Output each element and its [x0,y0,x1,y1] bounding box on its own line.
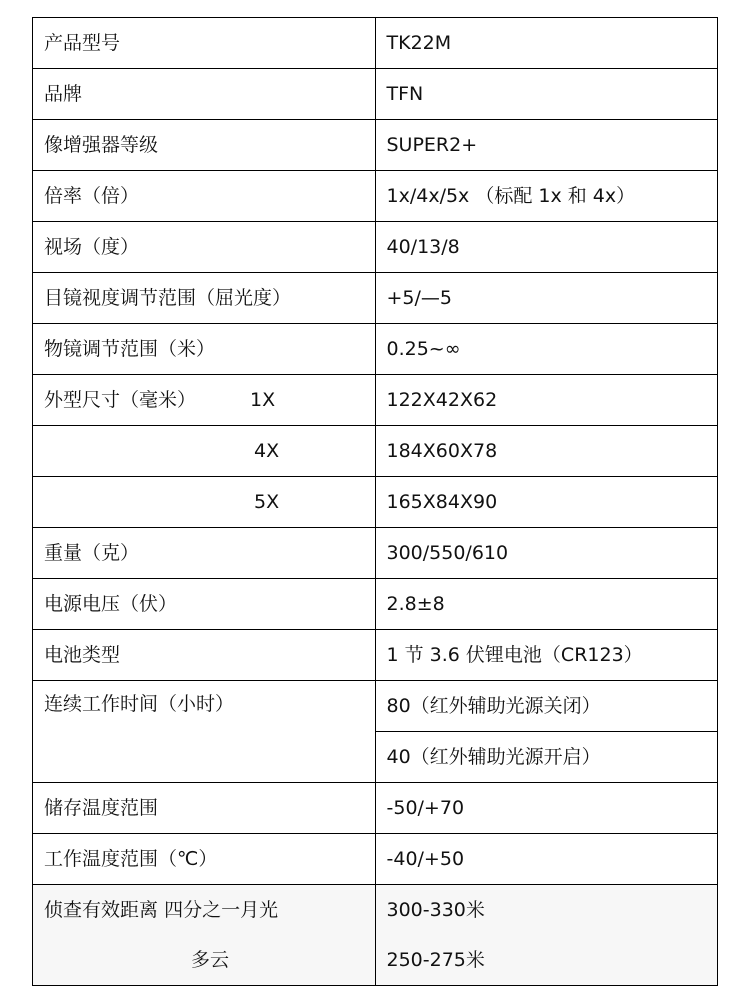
cell-label: 重量（克） [33,528,376,579]
cell-value: 80（红外辅助光源关闭） [375,681,718,732]
cell-value: 122X42X62 [375,375,718,426]
table-row [33,885,718,936]
cell-label: 工作温度范围（℃） [33,834,376,885]
cell-label: 外型尺寸（毫米） [44,388,197,411]
table-row [33,222,718,273]
table-row [33,630,718,681]
table-row [33,935,718,986]
detect-label-cell [33,885,376,936]
cell-value: -40/+50 [375,834,718,885]
cell-value: 184X60X78 [375,426,718,477]
detect-condition: 多云 [191,948,230,971]
table-row [33,834,718,885]
cell-label: 连续工作时间（小时） [33,681,376,783]
table-row [33,324,718,375]
detect-condition: 四分之一月光 [164,898,279,921]
cell-value: -50/+70 [375,783,718,834]
table-row [33,18,718,69]
cell-label: 储存温度范围 [33,783,376,834]
detect-label-cell [33,935,376,986]
cell-value: 250-275米 [375,935,718,986]
table-row [33,375,718,426]
table-row [33,783,718,834]
cell-label: 视场（度） [33,222,376,273]
cell-label: 物镜调节范围（米） [33,324,376,375]
table-row [33,273,718,324]
cell-value: 2.8±8 [375,579,718,630]
cell-label: 目镜视度调节范围（屈光度） [33,273,376,324]
cell-value: 40/13/8 [375,222,718,273]
size-label-cell [33,477,376,528]
cell-value: SUPER2+ [375,120,718,171]
cell-value: TK22M [375,18,718,69]
cell-value: 1x/4x/5x （标配 1x 和 4x） [375,171,718,222]
cell-value: 165X84X90 [375,477,718,528]
cell-label: 侦查有效距离 [44,898,159,921]
size-mag: 4X [254,439,280,462]
size-mag: 1X [250,388,276,411]
cell-value: 300-330米 [375,885,718,936]
cell-label: 电源电压（伏） [33,579,376,630]
size-label-cell [33,375,376,426]
table-row [33,69,718,120]
size-mag: 5X [254,490,280,513]
table-row [33,579,718,630]
cell-label: 电池类型 [33,630,376,681]
cell-value: 1 节 3.6 伏锂电池（CR123） [375,630,718,681]
table-row [33,681,718,732]
cell-value: 300/550/610 [375,528,718,579]
size-label-cell [33,426,376,477]
cell-label: 倍率（倍） [33,171,376,222]
table-row [33,477,718,528]
cell-label: 产品型号 [33,18,376,69]
cell-value: +5/—5 [375,273,718,324]
table-row [33,120,718,171]
cell-label: 品牌 [33,69,376,120]
cell-label: 像增强器等级 [33,120,376,171]
table-row [33,528,718,579]
table-row [33,171,718,222]
table-row [33,426,718,477]
spec-table [32,17,718,986]
cell-value: TFN [375,69,718,120]
cell-value: 0.25~∞ [375,324,718,375]
cell-value: 40（红外辅助光源开启） [375,732,718,783]
